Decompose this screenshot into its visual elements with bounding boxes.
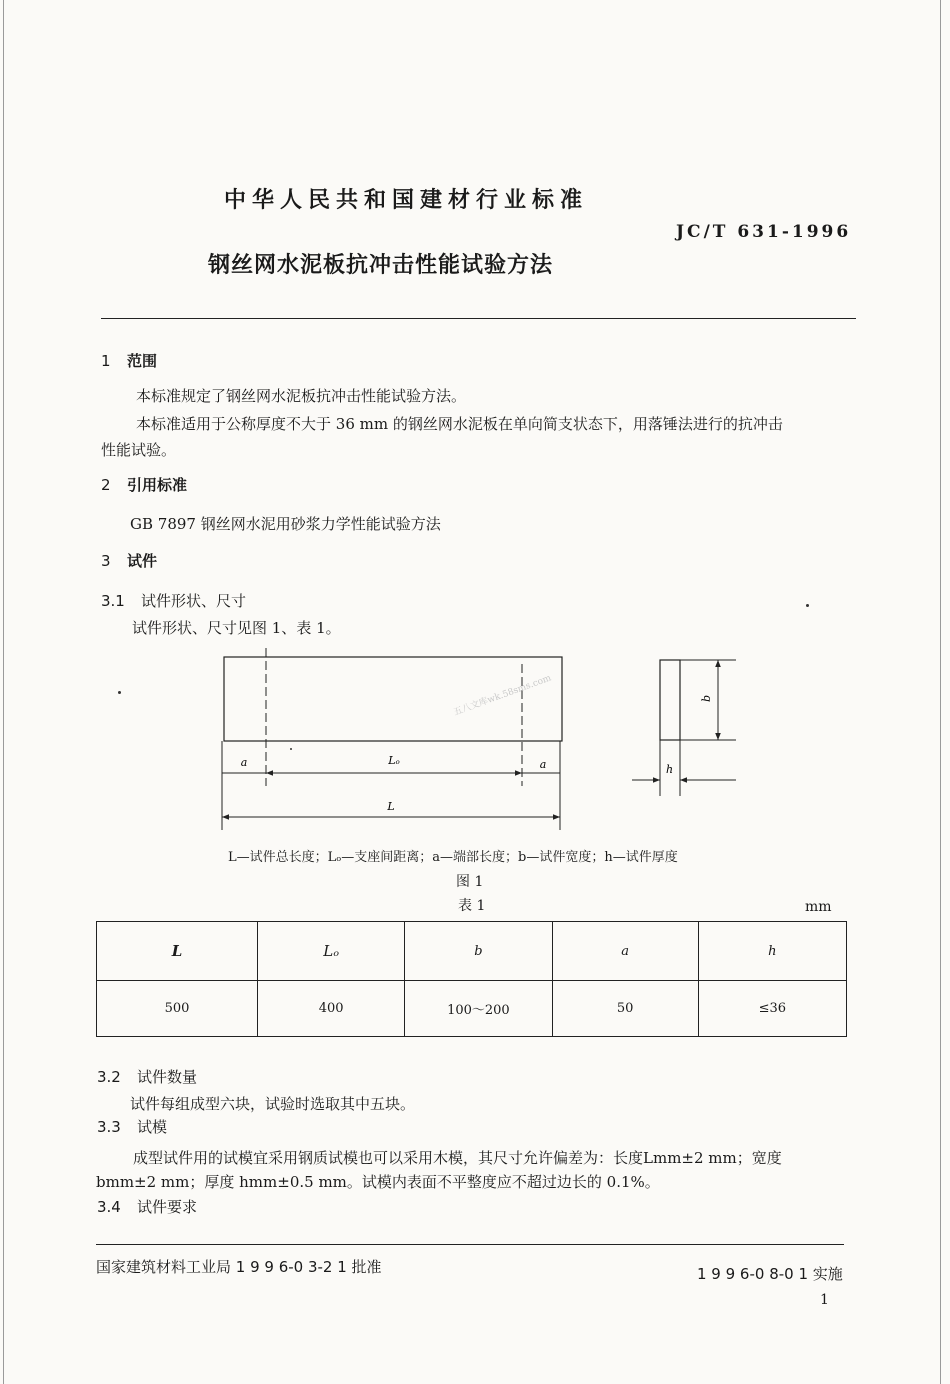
section-2-heading <box>101 474 187 495</box>
label-b: b <box>700 694 713 702</box>
header-rule <box>101 318 856 319</box>
subsection-number: 3.3 <box>97 1118 121 1136</box>
paragraph: bmm±2 mm；厚度 hmm±0.5 mm。试模内表面不平整度应不超过边长的 0.1%。 <box>96 1173 660 1191</box>
subsection-title: 试件形状、尺寸 <box>141 592 247 610</box>
label-lo: Lₒ <box>388 754 400 767</box>
section-number: 2 <box>101 476 111 494</box>
document-title: 钢丝网水泥板抗冲击性能试验方法 <box>208 253 554 278</box>
footer-rule <box>96 1244 844 1245</box>
scan-speck <box>118 691 121 694</box>
table-header-cell: L <box>97 922 258 981</box>
subsection-number: 3.1 <box>101 592 125 610</box>
section-1-heading <box>101 350 157 371</box>
figure-legend: L—试件总长度；Lₒ—支座间距离；a—端部长度；b—试件宽度；h—试件厚度 <box>228 850 678 865</box>
table-cell: ≤36 <box>698 981 846 1037</box>
org-title: 中华人民共和国建材行业标准 <box>224 188 589 213</box>
subsection-title: 试模 <box>137 1118 168 1136</box>
table-header-cell: b <box>405 922 552 981</box>
section-title: 引用标准 <box>127 476 188 494</box>
subsection-number: 3.2 <box>97 1068 121 1086</box>
paragraph: 本标准适用于公称厚度不大于 36 mm 的钢丝网水泥板在单向简支状态下，用落锤法进行的抗冲击 <box>136 415 783 433</box>
scan-speck <box>806 604 809 607</box>
table-header-row <box>97 922 847 981</box>
paragraph: 成型试件用的试模宜采用钢质试模也可以采用木模，其尺寸允许偏差为：长度Lmm±2 mm；宽度 <box>133 1149 782 1167</box>
subsection-3-1-heading <box>101 590 246 611</box>
table-cell: 100～200 <box>405 981 552 1037</box>
section-3-heading <box>101 550 157 571</box>
table-unit: mm <box>805 899 832 915</box>
table-cell: 500 <box>97 981 258 1037</box>
scan-speck <box>290 748 292 750</box>
label-l: L <box>387 800 395 813</box>
paragraph: 性能试验。 <box>101 441 177 459</box>
subsection-3-4-heading <box>97 1196 197 1217</box>
table-cell: 400 <box>257 981 404 1037</box>
subsection-number: 3.4 <box>97 1198 121 1216</box>
table-caption: 表 1 <box>458 898 486 914</box>
label-a-left: a <box>240 756 248 769</box>
section-title: 试件 <box>127 552 158 570</box>
standard-code: JC/T 631-1996 <box>676 222 852 242</box>
specimen-plan-outline <box>224 657 562 741</box>
table-header-cell: h <box>698 922 846 981</box>
table-1 <box>96 921 847 1037</box>
section-number: 3 <box>101 552 111 570</box>
implementation-date: 1 9 9 6-0 8-0 1 实施 <box>697 1265 843 1283</box>
section-title: 范围 <box>127 352 158 370</box>
specimen-section-outline <box>660 660 680 740</box>
paragraph: 试件形状、尺寸见图 1、表 1。 <box>132 619 341 637</box>
paragraph: 试件每组成型六块，试验时选取其中五块。 <box>130 1095 416 1113</box>
figure-1 <box>200 640 760 840</box>
watermark: 五八文库wk.58sms.com <box>452 673 553 719</box>
page-number: 1 <box>820 1292 829 1308</box>
section-number: 1 <box>101 352 111 370</box>
subsection-3-2-heading <box>97 1066 197 1087</box>
reference-entry: GB 7897 钢丝网水泥用砂浆力学性能试验方法 <box>130 515 441 533</box>
table-header-cell: a <box>552 922 698 981</box>
figure-caption: 图 1 <box>456 874 484 890</box>
table-row <box>97 981 847 1037</box>
table-header-cell: Lₒ <box>257 922 404 981</box>
table-cell: 50 <box>552 981 698 1037</box>
approval-note: 国家建筑材料工业局 1 9 9 6-0 3-2 1 批准 <box>96 1258 382 1276</box>
subsection-title: 试件要求 <box>137 1198 198 1216</box>
label-a-right: a <box>539 758 547 771</box>
scan-edge-left <box>3 0 4 1384</box>
label-h: h <box>666 763 674 776</box>
subsection-title: 试件数量 <box>137 1068 198 1086</box>
subsection-3-3-heading <box>97 1116 167 1137</box>
scan-edge-right <box>940 0 941 1384</box>
paragraph: 本标准规定了钢丝网水泥板抗冲击性能试验方法。 <box>136 387 467 405</box>
